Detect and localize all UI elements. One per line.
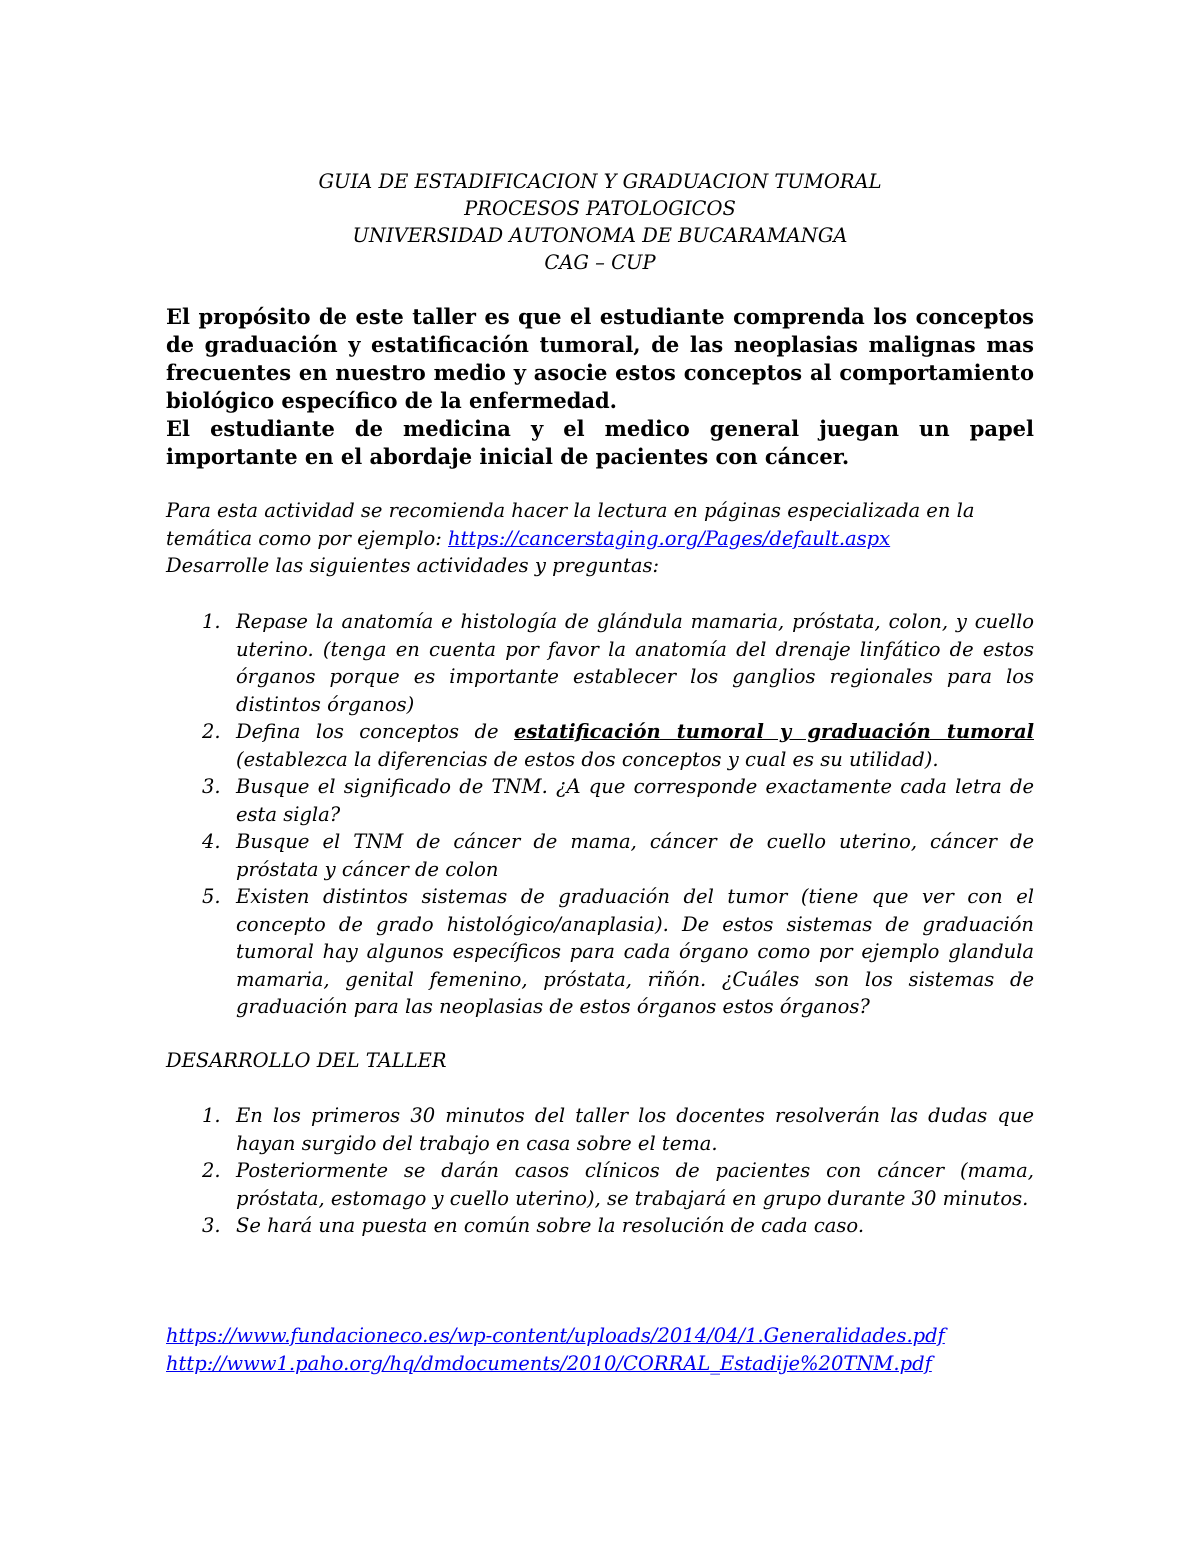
list-item — [166, 608, 1034, 718]
list-item-emphasis: estatificación tumoral y graduación tumoral — [514, 720, 1034, 743]
header-course: PROCESOS PATOLOGICOS — [464, 197, 736, 220]
list-item-text: Defina los conceptos de — [236, 720, 515, 743]
list-item — [166, 773, 1034, 828]
list-item — [166, 1102, 1034, 1157]
intro-paragraph-role: El estudiante de medicina y el medico general juegan un papel importante en el abordaje inicial de pacientes con cáncer. — [166, 416, 1034, 469]
fundacioneco-link[interactable]: https://www.fundacioneco.es/wp-content/uploads/2014/04/1.Generalidades.pdf — [166, 1324, 945, 1347]
reading-text: Para esta actividad se recomienda hacer la lectura en páginas especializada en la temática como por ejemplo: — [166, 499, 975, 550]
paho-link[interactable]: http://www1.paho.org/hq/dmdocuments/2010/CORRAL_Estadije%20TNM.pdf — [166, 1352, 932, 1375]
intro-paragraph-purpose: El propósito de este taller es que el estudiante comprenda los conceptos de graduación y estatificación tumoral, de las neoplasias malignas mas frecuentes en nuestro medio y asocie estos conceptos al comportamiento biológico específico de la enfermedad. — [166, 304, 1034, 413]
activities-list — [166, 608, 1034, 1021]
list-item-number: 2. — [202, 720, 221, 743]
list-item — [166, 1212, 1034, 1240]
cancerstaging-link[interactable]: https://cancerstaging.org/Pages/default.aspx — [448, 526, 891, 550]
list-item — [166, 718, 1034, 773]
list-item-number: 3. — [202, 775, 221, 798]
list-item-number: 1. — [202, 610, 221, 633]
list-item-text: Busque el significado de TNM. ¿A que corresponde exactamente cada letra de esta sigla? — [236, 775, 1034, 826]
intro-section — [166, 303, 1034, 471]
list-item — [166, 1157, 1034, 1212]
references-section — [166, 1322, 1066, 1378]
list-item-number: 1. — [202, 1104, 221, 1127]
list-item — [166, 828, 1034, 883]
document-header — [150, 168, 1050, 276]
reading-instruction: Desarrolle las siguientes actividades y preguntas: — [166, 554, 660, 577]
list-item-text: (establezca la diferencias de estos dos conceptos y cual es su utilidad). — [236, 747, 939, 771]
header-title: GUIA DE ESTADIFICACION Y GRADUACION TUMORAL — [318, 170, 882, 193]
header-department: CAG – CUP — [544, 251, 656, 274]
reading-recommendation — [166, 497, 1034, 552]
header-university: UNIVERSIDAD AUTONOMA DE BUCARAMANGA — [352, 224, 848, 247]
development-list — [166, 1102, 1034, 1240]
list-item-number: 3. — [202, 1214, 221, 1237]
list-item-text: Busque el TNM de cáncer de mama, cáncer de cuello uterino, cáncer de próstata y cáncer de colon — [236, 830, 1034, 881]
development-title: DESARROLLO DEL TALLER — [166, 1049, 447, 1072]
list-item-text: En los primeros 30 minutos del taller los docentes resolverán las dudas que hayan surgido del trabajo en casa sobre el tema. — [236, 1104, 1034, 1155]
list-item-number: 2. — [202, 1159, 221, 1182]
list-item — [166, 883, 1034, 1021]
reading-section — [166, 497, 1034, 580]
list-item-text: Posteriormente se darán casos clínicos de pacientes con cáncer (mama, próstata, estomago y cuello uterino), se trabajará en grupo durante 30 minutos. — [236, 1159, 1034, 1210]
list-item-number: 4. — [202, 830, 221, 853]
list-item-number: 5. — [202, 885, 221, 908]
list-item-text: Repase la anatomía e histología de glándula mamaria, próstata, colon, y cuello uterino. (tenga en cuenta por favor la anatomía del drenaje linfático de estos órganos porque es importante establecer los ganglios regionales para los distintos órganos) — [236, 610, 1034, 716]
list-item-text: Se hará una puesta en común sobre la resolución de cada caso. — [236, 1214, 865, 1237]
list-item-text: Existen distintos sistemas de graduación del tumor (tiene que ver con el concepto de grado histológico/anaplasia). De estos sistemas de graduación tumoral hay algunos específicos para cada órgano como por ejemplo glandula mamaria, genital femenino, próstata, riñón. ¿Cuáles son los sistemas de graduación para las neoplasias de estos órganos estos órganos? — [236, 885, 1034, 1018]
